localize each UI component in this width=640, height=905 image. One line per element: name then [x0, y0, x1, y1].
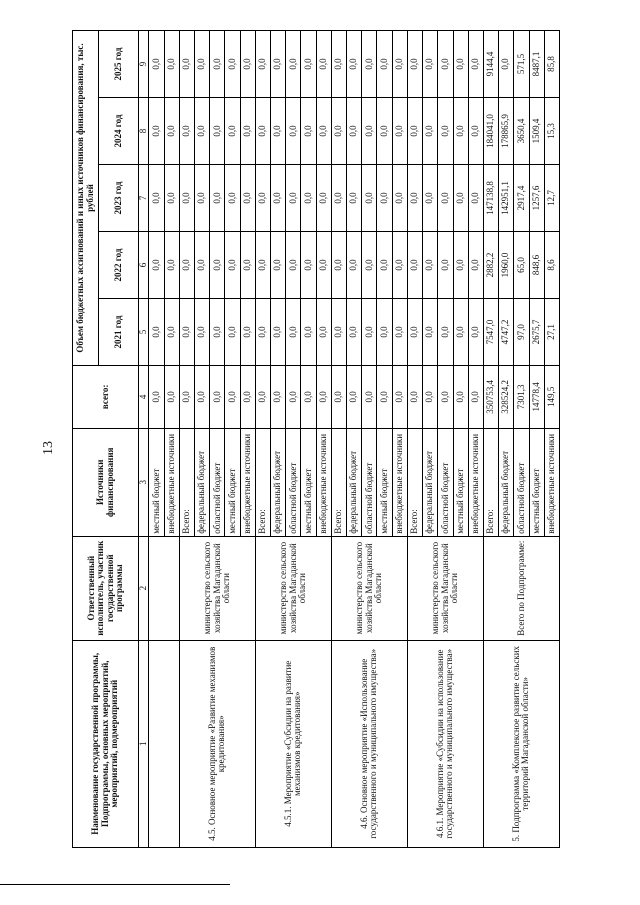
value-cell: 0,0 [149, 165, 164, 232]
executor-cell: министерство сельского хозяйства Магаданской области [255, 536, 331, 640]
value-cell: 0,0 [392, 98, 407, 165]
value-cell: 0,0 [149, 232, 164, 299]
value-cell: 0,0 [316, 98, 331, 165]
header-year: 2024 год [99, 98, 139, 165]
value-cell: 0,0 [438, 232, 453, 299]
value-cell: 0,0 [316, 232, 331, 299]
value-cell: 0,0 [286, 165, 301, 232]
value-cell: 0,0 [423, 165, 438, 232]
value-cell: 0,0 [195, 31, 210, 98]
value-cell: 0,0 [301, 31, 316, 98]
value-cell: 0,0 [423, 232, 438, 299]
value-cell: 0,0 [210, 299, 225, 366]
value-cell: 0,0 [362, 366, 377, 429]
source-cell: федеральный бюджет [347, 428, 362, 536]
value-cell: 1257,6 [529, 165, 544, 232]
value-cell: 0,0 [453, 31, 468, 98]
value-cell: 0,0 [331, 98, 346, 165]
value-cell: 0,0 [240, 232, 255, 299]
source-cell: местный бюджет [225, 428, 240, 536]
value-cell: 0,0 [331, 299, 346, 366]
value-cell: 184041,0 [483, 98, 498, 165]
source-cell: внебюджетные источники [240, 428, 255, 536]
value-cell: 0,0 [240, 366, 255, 429]
value-cell: 0,0 [271, 299, 286, 366]
value-cell: 0,0 [331, 31, 346, 98]
value-cell: 27,1 [544, 299, 559, 366]
col-number: 4 [139, 366, 149, 429]
value-cell: 350753,4 [483, 366, 498, 429]
program-name-cell: 4.5. Основное мероприятие «Развитие механизмов кредитования» [179, 640, 255, 847]
value-cell: 0,0 [347, 165, 362, 232]
value-cell: 0,0 [392, 232, 407, 299]
source-cell: федеральный бюджет [423, 428, 438, 536]
value-cell: 2675,7 [529, 299, 544, 366]
executor-cell: министерство сельского хозяйства Магаданской области [179, 536, 255, 640]
value-cell: 0,0 [423, 299, 438, 366]
value-cell: 0,0 [377, 366, 392, 429]
value-cell: 0,0 [438, 98, 453, 165]
value-cell: 0,0 [179, 232, 194, 299]
source-cell: областной бюджет [286, 428, 301, 536]
value-cell: 0,0 [255, 98, 270, 165]
value-cell: 0,0 [255, 31, 270, 98]
value-cell: 147138,8 [483, 165, 498, 232]
value-cell: 0,0 [286, 98, 301, 165]
value-cell: 97,0 [514, 299, 529, 366]
value-cell: 0,0 [286, 299, 301, 366]
source-cell: внебюджетные источники [468, 428, 483, 536]
source-cell: областной бюджет [438, 428, 453, 536]
value-cell: 0,0 [286, 366, 301, 429]
value-cell: 1509,4 [529, 98, 544, 165]
budget-table-rotated [72, 30, 560, 848]
header-source: Источники финансирования [73, 428, 139, 536]
value-cell: 0,0 [210, 232, 225, 299]
source-cell: федеральный бюджет [271, 428, 286, 536]
value-cell: 0,0 [407, 31, 422, 98]
value-cell: 571,5 [514, 31, 529, 98]
value-cell: 0,0 [240, 98, 255, 165]
page-number: 13 [41, 441, 56, 455]
source-cell: Всего: [255, 428, 270, 536]
budget-table [72, 30, 560, 848]
table-row [149, 31, 164, 848]
value-cell: 0,0 [240, 165, 255, 232]
value-cell: 0,0 [301, 299, 316, 366]
value-cell: 0,0 [377, 165, 392, 232]
header-volume: Объем бюджетных ассигнований и иных источников финансирования, тыс. рублей [73, 31, 99, 366]
value-cell: 0,0 [301, 98, 316, 165]
value-cell: 0,0 [423, 98, 438, 165]
header-year: 2025 год [99, 31, 139, 98]
value-cell: 1960,0 [499, 232, 514, 299]
value-cell: 0,0 [271, 31, 286, 98]
value-cell: 0,0 [347, 31, 362, 98]
value-cell: 4747,2 [499, 299, 514, 366]
value-cell: 65,0 [514, 232, 529, 299]
value-cell: 0,0 [195, 366, 210, 429]
source-cell: внебюджетные источники [544, 428, 559, 536]
value-cell: 0,0 [240, 299, 255, 366]
value-cell: 0,0 [179, 165, 194, 232]
executor-cell: министерство сельского хозяйства Магаданской области [331, 536, 407, 640]
source-cell: областной бюджет [514, 428, 529, 536]
program-name-cell: 4.6.1. Мероприятие «Субсидии на использование государственного и муниципального имущества» [407, 640, 483, 847]
table-row [179, 31, 194, 848]
value-cell: 0,0 [301, 232, 316, 299]
value-cell: 0,0 [347, 232, 362, 299]
value-cell: 0,0 [225, 366, 240, 429]
value-cell: 12,7 [544, 165, 559, 232]
value-cell: 0,0 [164, 98, 179, 165]
value-cell: 0,0 [240, 31, 255, 98]
value-cell: 0,0 [362, 232, 377, 299]
footer-rule [0, 884, 230, 885]
source-cell: внебюджетные источники [164, 428, 179, 536]
value-cell: 0,0 [271, 98, 286, 165]
executor-cell: министерство сельского хозяйства Магаданской области [407, 536, 483, 640]
table-row [483, 31, 498, 848]
value-cell: 0,0 [255, 299, 270, 366]
value-cell: 0,0 [195, 299, 210, 366]
value-cell: 0,0 [210, 98, 225, 165]
program-name-cell: 5. Подпрограмма «Комплексное развитие сельских территорий Магаданской области» [483, 640, 559, 847]
value-cell: 0,0 [392, 31, 407, 98]
value-cell: 0,0 [164, 366, 179, 429]
value-cell: 2882,2 [483, 232, 498, 299]
col-number: 1 [139, 640, 149, 847]
executor-cell-empty [149, 536, 179, 640]
value-cell: 0,0 [210, 31, 225, 98]
source-cell: областной бюджет [210, 428, 225, 536]
source-cell: местный бюджет [149, 428, 164, 536]
value-cell: 0,0 [423, 31, 438, 98]
value-cell: 0,0 [407, 98, 422, 165]
value-cell: 0,0 [225, 98, 240, 165]
value-cell: 0,0 [286, 232, 301, 299]
col-number: 6 [139, 232, 149, 299]
source-cell: областной бюджет [362, 428, 377, 536]
value-cell: 0,0 [271, 165, 286, 232]
value-cell: 0,0 [438, 299, 453, 366]
value-cell: 0,0 [255, 366, 270, 429]
value-cell: 0,0 [316, 366, 331, 429]
value-cell: 0,0 [453, 366, 468, 429]
value-cell: 0,0 [210, 165, 225, 232]
header-executor: Ответственный исполнитель, участник государственной программы [73, 536, 139, 640]
source-cell: внебюджетные источники [392, 428, 407, 536]
source-cell: Всего: [179, 428, 194, 536]
value-cell: 0,0 [468, 165, 483, 232]
value-cell: 0,0 [453, 98, 468, 165]
table-row [255, 31, 270, 848]
value-cell: 0,0 [316, 31, 331, 98]
value-cell: 0,0 [377, 31, 392, 98]
value-cell: 2917,4 [514, 165, 529, 232]
value-cell: 0,0 [195, 165, 210, 232]
value-cell: 0,0 [453, 299, 468, 366]
value-cell: 0,0 [468, 232, 483, 299]
value-cell: 0,0 [149, 98, 164, 165]
value-cell: 8487,1 [529, 31, 544, 98]
value-cell: 0,0 [499, 31, 514, 98]
value-cell: 0,0 [468, 299, 483, 366]
value-cell: 848,6 [529, 232, 544, 299]
value-cell: 0,0 [225, 165, 240, 232]
value-cell: 0,0 [331, 165, 346, 232]
value-cell: 0,0 [392, 165, 407, 232]
value-cell: 0,0 [179, 31, 194, 98]
value-cell: 0,0 [149, 366, 164, 429]
value-cell: 0,0 [347, 299, 362, 366]
col-number: 3 [139, 428, 149, 536]
table-row [407, 31, 422, 848]
value-cell: 0,0 [377, 98, 392, 165]
value-cell: 0,0 [407, 366, 422, 429]
source-cell: Всего: [407, 428, 422, 536]
source-cell: Всего: [483, 428, 498, 536]
value-cell: 0,0 [362, 31, 377, 98]
value-cell: 0,0 [362, 299, 377, 366]
value-cell: 9144,4 [483, 31, 498, 98]
value-cell: 0,0 [331, 232, 346, 299]
value-cell: 0,0 [423, 366, 438, 429]
value-cell: 0,0 [225, 232, 240, 299]
value-cell: 0,0 [453, 165, 468, 232]
source-cell: федеральный бюджет [499, 428, 514, 536]
col-number: 7 [139, 165, 149, 232]
value-cell: 0,0 [347, 366, 362, 429]
value-cell: 0,0 [225, 299, 240, 366]
value-cell: 8,6 [544, 232, 559, 299]
value-cell: 0,0 [195, 232, 210, 299]
source-cell: Всего: [331, 428, 346, 536]
value-cell: 0,0 [392, 299, 407, 366]
source-cell: местный бюджет [377, 428, 392, 536]
value-cell: 0,0 [164, 232, 179, 299]
executor-cell: Всего по Подпрограмме: [483, 536, 559, 640]
value-cell: 0,0 [179, 98, 194, 165]
value-cell: 0,0 [286, 31, 301, 98]
value-cell: 0,0 [407, 232, 422, 299]
value-cell: 0,0 [164, 165, 179, 232]
value-cell: 142951,1 [499, 165, 514, 232]
value-cell: 0,0 [149, 299, 164, 366]
header-year: 2021 год [99, 299, 139, 366]
value-cell: 85,8 [544, 31, 559, 98]
value-cell: 0,0 [210, 366, 225, 429]
header-year: 2023 год [99, 165, 139, 232]
value-cell: 0,0 [438, 165, 453, 232]
value-cell: 0,0 [164, 299, 179, 366]
value-cell: 15,3 [544, 98, 559, 165]
value-cell: 0,0 [377, 232, 392, 299]
value-cell: 0,0 [468, 31, 483, 98]
value-cell: 0,0 [362, 165, 377, 232]
value-cell: 0,0 [164, 31, 179, 98]
header-total: всего: [73, 366, 139, 429]
value-cell: 0,0 [468, 366, 483, 429]
header-year: 2022 год [99, 232, 139, 299]
value-cell: 0,0 [362, 98, 377, 165]
value-cell: 0,0 [438, 31, 453, 98]
value-cell: 0,0 [407, 299, 422, 366]
value-cell: 0,0 [195, 98, 210, 165]
value-cell: 0,0 [271, 366, 286, 429]
value-cell: 149,5 [544, 366, 559, 429]
value-cell: 0,0 [271, 232, 286, 299]
value-cell: 178865,9 [499, 98, 514, 165]
value-cell: 0,0 [438, 366, 453, 429]
value-cell: 7301,3 [514, 366, 529, 429]
value-cell: 0,0 [392, 366, 407, 429]
col-number: 8 [139, 98, 149, 165]
table-row [331, 31, 346, 848]
value-cell: 0,0 [347, 98, 362, 165]
value-cell: 0,0 [179, 299, 194, 366]
value-cell: 3650,4 [514, 98, 529, 165]
program-name-cell: 4.6. Основное мероприятие «Использование государственного и муниципального имущества» [331, 640, 407, 847]
value-cell: 328524,2 [499, 366, 514, 429]
value-cell: 0,0 [316, 165, 331, 232]
col-number: 5 [139, 299, 149, 366]
source-cell: местный бюджет [529, 428, 544, 536]
source-cell: местный бюджет [453, 428, 468, 536]
value-cell: 14778,4 [529, 366, 544, 429]
value-cell: 7547,0 [483, 299, 498, 366]
source-cell: местный бюджет [301, 428, 316, 536]
program-name-cell: 4.5.1. Мероприятие «Субсидии на развитие механизмов кредитования» [255, 640, 331, 847]
value-cell: 0,0 [407, 165, 422, 232]
value-cell: 0,0 [255, 232, 270, 299]
value-cell: 0,0 [301, 165, 316, 232]
value-cell: 0,0 [301, 366, 316, 429]
value-cell: 0,0 [179, 366, 194, 429]
value-cell: 0,0 [225, 31, 240, 98]
source-cell: внебюджетные источники [316, 428, 331, 536]
col-number: 9 [139, 31, 149, 98]
value-cell: 0,0 [377, 299, 392, 366]
value-cell: 0,0 [468, 98, 483, 165]
value-cell: 0,0 [331, 366, 346, 429]
name-cell-empty [149, 640, 179, 847]
value-cell: 0,0 [149, 31, 164, 98]
col-number: 2 [139, 536, 149, 640]
value-cell: 0,0 [316, 299, 331, 366]
value-cell: 0,0 [453, 232, 468, 299]
header-name: Наименование государственной программы, Подпрограммы, основных мероприятий, мероприятий, подмероприятий [73, 640, 139, 847]
source-cell: федеральный бюджет [195, 428, 210, 536]
value-cell: 0,0 [255, 165, 270, 232]
